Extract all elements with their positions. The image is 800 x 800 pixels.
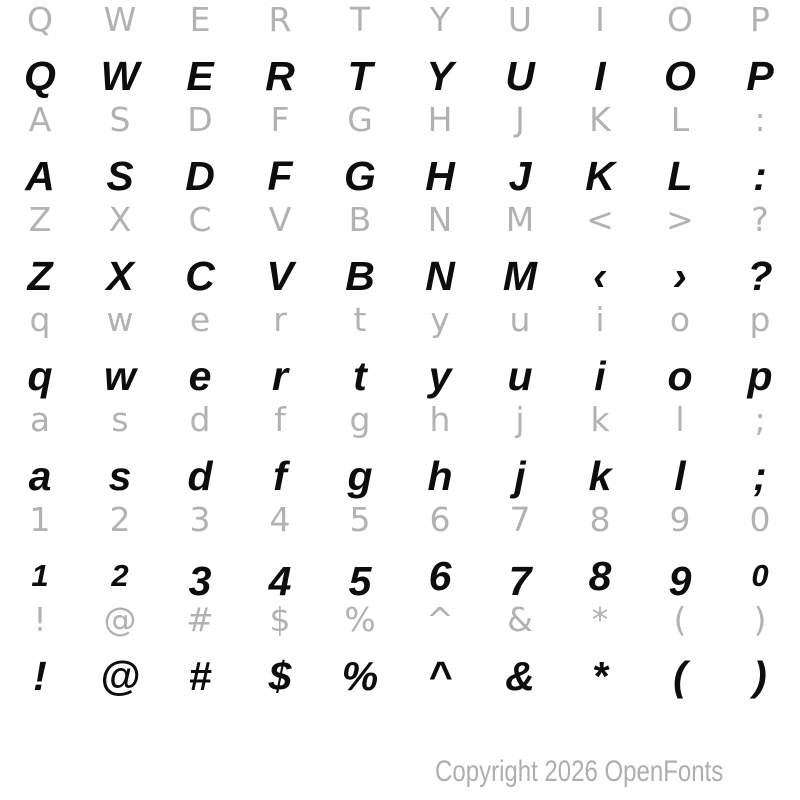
glyph-cell: D: [187, 100, 213, 139]
glyph-cell: *: [591, 600, 609, 639]
glyph-cell: #: [188, 653, 212, 699]
glyph-cell: l: [675, 400, 685, 439]
glyph-cell: V: [266, 253, 294, 299]
glyph-cell: a: [28, 453, 52, 499]
glyph-cell: g: [349, 400, 371, 439]
glyph-cell: p: [749, 300, 771, 339]
glyph-cell: (: [673, 600, 687, 639]
glyph-cell: J: [508, 153, 532, 199]
glyph-cell: S: [106, 153, 134, 199]
glyph-cell: @: [100, 653, 140, 699]
glyph-cell: t: [353, 300, 367, 339]
glyph-row-gray-uppercase-home: [0, 98, 800, 142]
glyph-cell: o: [669, 300, 691, 339]
glyph-cell: P: [746, 53, 774, 99]
glyph-cell: 4: [269, 500, 291, 539]
glyph-cell: p: [747, 353, 773, 399]
glyph-cell: F: [267, 153, 293, 199]
glyph-cell: R: [268, 0, 292, 39]
glyph-cell: L: [670, 100, 690, 139]
glyph-cell: s: [108, 453, 132, 499]
glyph-cell: G: [344, 153, 376, 199]
glyph-cell: 0: [749, 500, 771, 539]
glyph-row-gray-lowercase-home: [0, 398, 800, 442]
glyph-cell: E: [186, 53, 214, 99]
glyph-cell: !: [33, 653, 47, 699]
glyph-cell: Z: [27, 253, 53, 299]
glyph-cell: ;: [753, 453, 767, 499]
glyph-cell: u: [509, 300, 531, 339]
glyph-row-bold-uppercase-bottom: [0, 251, 800, 301]
glyph-cell: k: [590, 400, 610, 439]
glyph-cell: 3: [189, 500, 211, 539]
glyph-cell: i: [595, 300, 605, 339]
glyph-cell: F: [270, 100, 290, 139]
glyph-cell: 4: [268, 558, 292, 604]
glyph-cell: k: [588, 453, 612, 499]
glyph-cell: C: [185, 253, 215, 299]
glyph-cell: S: [109, 100, 131, 139]
glyph-cell: ): [753, 653, 767, 699]
glyph-cell: o: [667, 353, 693, 399]
glyph-cell: W: [103, 0, 137, 39]
glyph-cell: J: [515, 100, 525, 139]
glyph-cell: ?: [747, 253, 773, 299]
glyph-cell: T: [347, 53, 373, 99]
glyph-cell: ?: [751, 200, 769, 239]
glyph-cell: 8: [588, 553, 612, 599]
glyph-cell: B: [345, 253, 375, 299]
glyph-cell: $: [269, 600, 291, 639]
glyph-row-bold-digits: [0, 551, 800, 604]
glyph-cell: 0: [751, 558, 769, 593]
glyph-cell: w: [104, 353, 136, 399]
glyph-cell: 8: [589, 500, 611, 539]
glyph-cell: 6: [429, 500, 451, 539]
glyph-cell: K: [585, 153, 615, 199]
glyph-cell: d: [189, 400, 211, 439]
glyph-cell: $: [268, 653, 292, 699]
glyph-row-gray-digits: [0, 498, 800, 542]
glyph-cell: &: [505, 653, 535, 699]
glyph-cell: W: [100, 53, 140, 99]
glyph-cell: X: [108, 200, 132, 239]
glyph-cell: Q: [24, 53, 56, 99]
glyph-cell: t: [353, 353, 367, 399]
copyright-watermark: Copyright 2026 OpenFonts: [434, 755, 723, 788]
glyph-cell: &: [507, 600, 533, 639]
glyph-cell: 2: [111, 558, 129, 593]
glyph-cell: ): [753, 600, 767, 639]
glyph-cell: s: [111, 400, 129, 439]
glyph-cell: 6: [428, 553, 452, 599]
glyph-cell: e: [189, 300, 211, 339]
glyph-cell: 7: [508, 558, 532, 604]
glyph-cell: V: [268, 200, 292, 239]
glyph-cell: @: [103, 600, 137, 639]
glyph-row-bold-uppercase-home: [0, 151, 800, 201]
glyph-cell: 1: [31, 558, 49, 593]
glyph-cell: C: [188, 200, 212, 239]
glyph-cell: d: [187, 453, 213, 499]
glyph-cell: N: [425, 253, 455, 299]
glyph-cell: y: [430, 300, 450, 339]
glyph-cell: 2: [109, 500, 131, 539]
glyph-cell: A: [25, 153, 55, 199]
glyph-cell: h: [429, 400, 451, 439]
glyph-row-gray-lowercase-top: [0, 298, 800, 342]
glyph-cell: >: [666, 200, 694, 239]
glyph-cell: %: [344, 600, 376, 639]
glyph-cell: Q: [27, 0, 53, 39]
glyph-row-bold-uppercase-top: [0, 51, 800, 101]
glyph-row-bold-lowercase-home: [0, 451, 800, 501]
glyph-cell: h: [427, 453, 453, 499]
glyph-cell: l: [674, 453, 686, 499]
glyph-cell: !: [33, 600, 47, 639]
glyph-cell: G: [347, 100, 373, 139]
glyph-cell: f: [273, 453, 287, 499]
glyph-cell: <: [586, 200, 614, 239]
glyph-cell: L: [667, 153, 693, 199]
glyph-cell: ^: [426, 600, 454, 639]
glyph-cell: g: [347, 453, 373, 499]
glyph-cell: D: [185, 153, 215, 199]
glyph-cell: Z: [28, 200, 52, 239]
glyph-cell: Y: [426, 53, 454, 99]
glyph-cell: 7: [509, 500, 531, 539]
glyph-cell: U: [505, 53, 535, 99]
glyph-cell: r: [273, 300, 287, 339]
glyph-row-gray-symbols: [0, 598, 800, 642]
glyph-cell: q: [29, 300, 51, 339]
glyph-cell: U: [507, 0, 533, 39]
glyph-cell: i: [594, 353, 606, 399]
glyph-cell: I: [595, 0, 605, 39]
glyph-cell: f: [274, 400, 286, 439]
glyph-cell: A: [28, 100, 52, 139]
glyph-cell: ;: [754, 400, 766, 439]
glyph-cell: #: [186, 600, 214, 639]
glyph-cell: M: [502, 253, 538, 299]
glyph-cell: H: [427, 100, 453, 139]
glyph-cell: N: [427, 200, 453, 239]
glyph-cell: Y: [429, 0, 451, 39]
glyph-row-bold-lowercase-top: [0, 351, 800, 401]
glyph-cell: 9: [669, 500, 691, 539]
glyph-cell: ^: [428, 653, 452, 699]
glyph-cell: w: [106, 300, 134, 339]
glyph-cell: %: [341, 653, 379, 699]
glyph-cell: j: [515, 400, 525, 439]
glyph-cell: 9: [668, 558, 692, 604]
glyph-cell: M: [505, 200, 535, 239]
glyph-row-bold-symbols: [0, 651, 800, 701]
glyph-cell: O: [664, 53, 696, 99]
glyph-cell: H: [425, 153, 455, 199]
glyph-cell: E: [189, 0, 211, 39]
glyph-row-gray-uppercase-top: [0, 0, 800, 42]
glyph-cell: a: [29, 400, 51, 439]
glyph-cell: K: [589, 100, 611, 139]
glyph-cell: *: [592, 653, 608, 699]
glyph-cell: e: [188, 353, 212, 399]
glyph-cell: ‹: [593, 253, 607, 299]
glyph-cell: 1: [29, 500, 51, 539]
glyph-cell: R: [265, 53, 295, 99]
glyph-cell: P: [750, 0, 770, 39]
glyph-cell: T: [349, 0, 371, 39]
glyph-cell: 5: [349, 500, 371, 539]
glyph-cell: X: [106, 253, 134, 299]
glyph-row-gray-uppercase-bottom: [0, 198, 800, 242]
glyph-cell: :: [753, 153, 767, 199]
glyph-cell: r: [272, 353, 288, 399]
glyph-cell: I: [594, 53, 606, 99]
glyph-cell: q: [27, 353, 53, 399]
glyph-cell: :: [754, 100, 766, 139]
glyph-cell: u: [507, 353, 533, 399]
glyph-cell: 3: [188, 558, 212, 604]
glyph-cell: ›: [673, 253, 687, 299]
glyph-cell: O: [667, 0, 693, 39]
glyph-cell: y: [428, 353, 452, 399]
glyph-cell: B: [348, 200, 372, 239]
glyph-cell: (: [673, 653, 687, 699]
glyph-cell: 5: [348, 558, 372, 604]
glyph-cell: j: [514, 453, 526, 499]
